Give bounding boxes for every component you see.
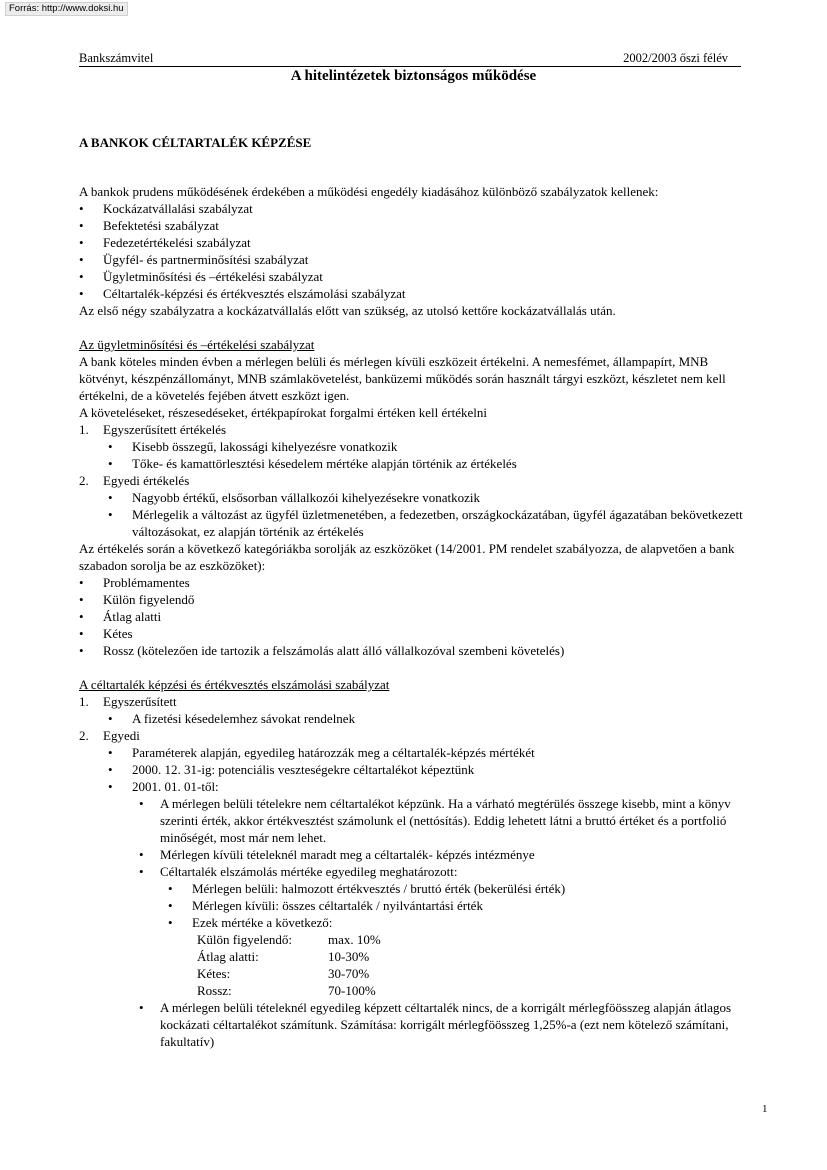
list-item: • Paraméterek alapján, egyedileg határozzák meg a céltartalék-képzés mértékét <box>108 745 535 760</box>
page-header <box>79 51 741 67</box>
bullet-icon: • <box>79 626 84 641</box>
section-heading: A BANKOK CÉLTARTALÉK KÉPZÉSE <box>79 135 312 150</box>
list-item: • Céltartalék elszámolás mértéke egyedileg meghatározott: <box>139 864 458 879</box>
list-item: • A mérlegen belüli tételeknél egyedileg képzett céltartalék nincs, de a korrigált mérlegföösszeg alapján átlagos kockázati céltartalékot számítunk. Számítása: korrigált mérlegföösszeg 1,25%-a (ezt nem kötelező számítani, fakultatív) <box>139 1000 732 1049</box>
list-item: • Kisebb összegű, lakossági kihelyezésre vonatkozik <box>108 439 398 454</box>
bullet-icon: • <box>108 779 113 794</box>
numbered-item: 1. Egyszerűsített <box>79 694 177 709</box>
bullet-icon: • <box>79 286 84 301</box>
document-title: A hitelintézetek biztonságos működése <box>290 68 537 84</box>
list-item: • Tőke- és kamattörlesztési késedelem mértéke alapján történik az értékelés <box>108 456 517 471</box>
numbered-item: 2. Egyedi <box>79 728 140 743</box>
list-item: • Külön figyelendő <box>79 592 195 607</box>
bullet-icon: • <box>139 1000 144 1015</box>
paragraph: A bank köteles minden évben a mérlegen belüli és mérlegen kívüli eszközeit értékelni. A nemesfémet, állampapírt, MNB kötvényt, készpénzállományt, MNB számlakövetelést, banküzemi működés során használt tárgyi eszközt, készletet nem kell értékelni, de a követelés fejében átvett eszközt igen. <box>79 354 726 403</box>
bullet-icon: • <box>108 711 113 726</box>
bullet-icon: • <box>79 218 84 233</box>
intro-outro: Az első négy szabályzatra a kockázatvállalás előtt van szükség, az utolsó kettőre kockázatvállalás után. <box>79 303 616 318</box>
bullet-icon: • <box>79 643 84 658</box>
subsection-heading-ugylet: Az ügyletminősítési és –értékelési szabályzat <box>79 337 315 352</box>
list-item: • Problémamentes <box>79 575 190 590</box>
list-item: • Nagyobb értékű, elsősorban vállalkozói kihelyezésekre vonatkozik <box>108 490 480 505</box>
list-item: • Mérlegen belüli: halmozott értékvesztés / bruttó érték (bekerülési érték) <box>168 881 566 896</box>
list-item: • Befektetési szabályzat <box>79 218 219 233</box>
list-item: • Ezek mértéke a következő: <box>168 915 333 930</box>
bullet-icon: • <box>139 847 144 862</box>
bullet-icon: • <box>139 864 144 879</box>
list-item: • Ügyfél- és partnerminősítési szabályzat <box>79 252 309 267</box>
bullet-icon: • <box>79 269 84 284</box>
bullet-icon: • <box>108 762 113 777</box>
list-item: • Kockázatvállalási szabályzat <box>79 201 253 216</box>
bullet-icon: • <box>139 796 144 811</box>
paragraph: Az értékelés során a következő kategóriákba sorolják az eszközöket (14/2001. PM rendelet szabályozza, de alapvetően a bank szabadon sorolja be az eszközöket): <box>79 541 735 573</box>
subsection-heading-celtartalek: A céltartalék képzési és értékvesztés elszámolási szabályzat <box>79 677 390 692</box>
rate-row: Kétes: 30-70% <box>197 966 370 981</box>
rate-row: Külön figyelendő: max. 10% <box>197 932 381 947</box>
list-item: • Rossz (kötelezően ide tartozik a felszámolás alatt álló vállalkozóval szembeni követelés) <box>79 643 565 658</box>
bullet-icon: • <box>79 575 84 590</box>
bullet-icon: • <box>79 201 84 216</box>
bullet-icon: • <box>108 439 113 454</box>
list-item: • 2000. 12. 31-ig: potenciális veszteségekre céltartalékot képeztünk <box>108 762 475 777</box>
header-semester: 2002/2003 őszi félév <box>623 51 728 65</box>
bullet-icon: • <box>108 745 113 760</box>
bullet-icon: • <box>108 456 113 471</box>
page-number: 1 <box>762 1103 768 1115</box>
list-item: • Kétes <box>79 626 133 641</box>
source-label: Forrás: http://www.doksi.hu <box>5 2 128 16</box>
bullet-icon: • <box>79 252 84 267</box>
bullet-icon: • <box>79 609 84 624</box>
numbered-item: 1. Egyszerűsített értékelés <box>79 422 227 437</box>
list-item: • A fizetési késedelemhez sávokat rendelnek <box>108 711 356 726</box>
bullet-icon: • <box>168 881 173 896</box>
list-item: • Mérlegen kívüli tételeknél maradt meg a céltartalék- képzés intézménye <box>139 847 535 862</box>
bullet-icon: • <box>168 915 173 930</box>
rate-row: Átlag alatti: 10-30% <box>197 949 370 964</box>
list-item: • 2001. 01. 01-től: <box>108 779 219 794</box>
list-item: • Mérlegen kívüli: összes céltartalék / nyilvántartási érték <box>168 898 483 913</box>
header-course: Bankszámvitel <box>79 51 154 65</box>
bullet-icon: • <box>79 235 84 250</box>
bullet-icon: • <box>108 507 113 522</box>
list-item: • Mérlegelik a változást az ügyfél üzletmenetében, a fedezetben, országkockázatában, ügyfél ágazatában bekövetkezett változásokat, ez alapján történik az értékelés <box>108 507 743 539</box>
document-body <box>79 183 759 1050</box>
list-item: • Ügyletminősítési és –értékelési szabályzat <box>79 269 323 284</box>
list-item: • Céltartalék-képzési és értékvesztés elszámolási szabályzat <box>79 286 406 301</box>
rate-row: Rossz: 70-100% <box>197 983 376 998</box>
bullet-icon: • <box>79 592 84 607</box>
numbered-item: 2. Egyedi értékelés <box>79 473 190 488</box>
paragraph: A követeléseket, részesedéseket, értékpapírokat forgalmi értéken kell értékelni <box>79 405 487 420</box>
intro-text: A bankok prudens működésének érdekében a működési engedély kiadásához különböző szabályzatok kellenek: <box>79 184 659 199</box>
list-item: • Átlag alatti <box>79 609 162 624</box>
bullet-icon: • <box>168 898 173 913</box>
list-item: • A mérlegen belüli tételekre nem céltartalékot képzünk. Ha a várható megtérülés összege kisebb, mint a könyv szerinti érték, akkor értékvesztést számolunk el (nettósítás). Eddig lehetett látni a bruttó értéket és a portfolió minőségét, most már nem lehet. <box>139 796 731 845</box>
list-item: • Fedezetértékelési szabályzat <box>79 235 251 250</box>
bullet-icon: • <box>108 490 113 505</box>
